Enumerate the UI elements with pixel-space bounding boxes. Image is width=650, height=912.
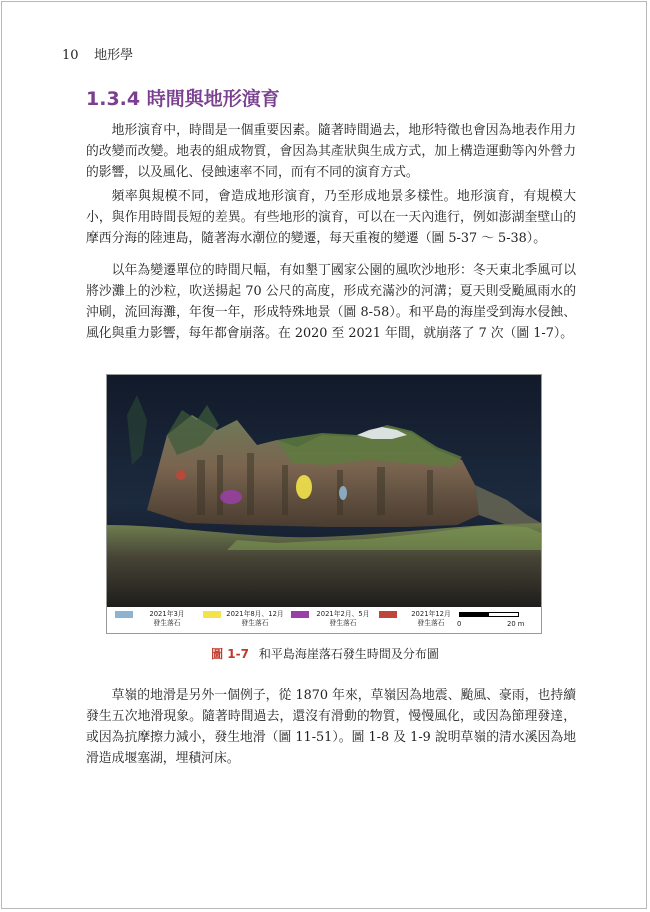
figure-cliff-rockfall [106,374,542,634]
legend-label: 2021年8月、12月 發生落石 [226,610,284,627]
paragraph-1: 地形演育中，時間是一個重要因素。隨著時間過去，地形特徵也會因為地表作用力的改變而改變。地表的組成物質，會因為其產狀與生成方式，加上構造運動等內外營力的影響，以及風化、侵蝕速率不同，而有不同的演育方式。 [86,123,576,180]
legend-swatch [379,611,397,618]
figure-caption [0,645,650,662]
scale-end: 20 m [507,620,525,628]
paragraph-4: 草嶺的地滑是另外一個例子，從 1870 年來，草嶺因為地震、颱風、豪雨，也持續發生五次地滑現象。隨著時間過去，還沒有滑動的物質，慢慢風化，或因為節理發達，或因為抗摩擦力減小，發生地滑（圖 11-51）。圖 1-8 及 1-9 說明草嶺的清水溪因為地滑造成堰塞湖，埋積河床。 [86,688,576,766]
legend-label: 2021年12月 發生落石 [411,610,451,627]
section-title: 1.3.4 時間與地形演育 [86,88,280,110]
rockfall-marker-mar [339,486,347,500]
legend-swatch [115,611,133,618]
figure-legend [115,608,535,632]
scale-bar-graphic [459,612,519,617]
legend-label: 2021年2月、5月 發生落石 [316,610,370,627]
scale-start: 0 [457,620,462,628]
running-head [62,44,133,63]
point-cloud-image [107,375,541,607]
rockfall-marker-dec [176,470,186,480]
paragraph-3: 以年為變遷單位的時間尺幅，有如墾丁國家公園的風吹沙地形：冬天東北季風可以將沙灘上的沙粒，吹送揚起 70 公尺的高度，形成充滿沙的河溝；夏天則受颱風雨水的沖刷，流回海灘，年復一年，形成特殊地景（圖 8-58）。和平島的海崖受到海水侵蝕、風化與重力影響，每年都會崩落。在 2020 至 2021 年間，就崩落了 7 次（圖 1-7）。 [86,263,576,341]
figure-number: 圖 1-7 [211,647,249,661]
legend-swatch [203,611,221,618]
legend-swatch [291,611,309,618]
page-number: 10 [62,48,79,63]
scale-bar [457,610,529,630]
rockfall-marker-aug-dec [296,475,312,499]
paragraph-2: 頻率與規模不同，會造成地形演育，乃至形成地景多樣性。地形演育，有規模大小，與作用時間長短的差異。有些地形的演育，可以在一天內進行，例如澎湖奎壁山的摩西分海的陸連島，隨著海水潮位的變遷，每天重複的變遷（圖 5-37 ～ 5-38）。 [86,189,576,246]
figure-caption-text: 和平島海崖落石發生時間及分布圖 [258,647,439,661]
legend-label: 2021年3月 發生落石 [149,610,185,627]
book-title: 地形學 [94,48,134,63]
rockfall-marker-feb-may [220,490,242,504]
